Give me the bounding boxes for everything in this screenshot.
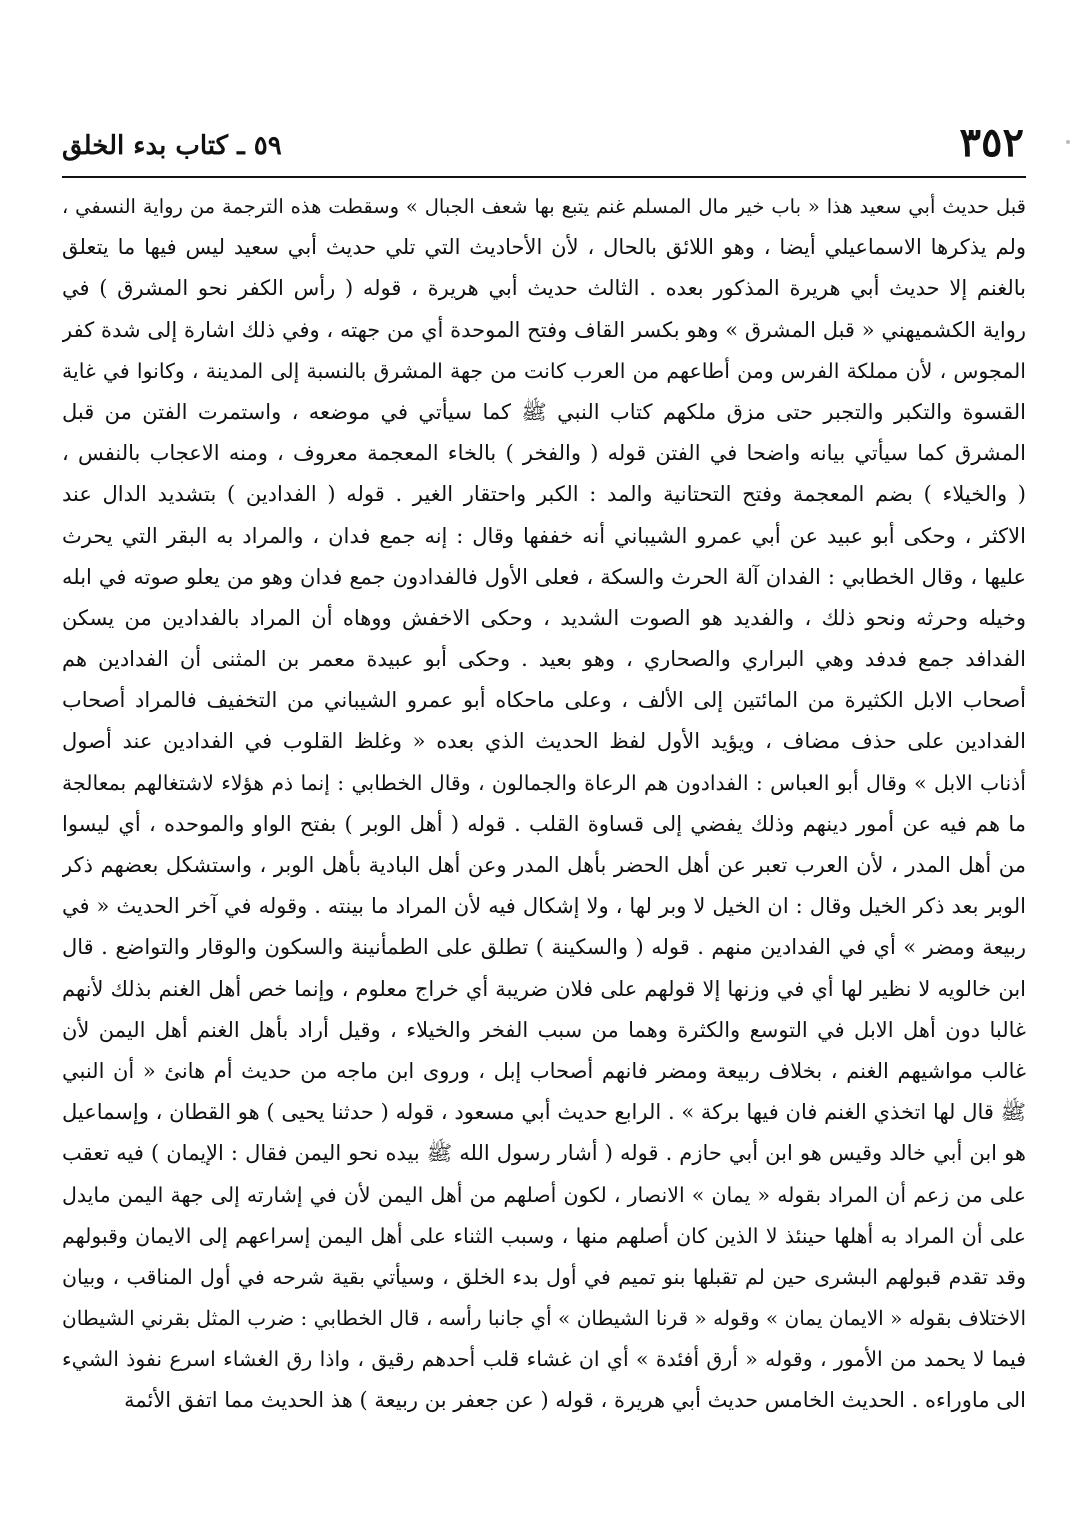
text-line: ﷺ قال لها اتخذي الغنم فان فيها بركة » . الرابع حديث أبي مسعود ، قوله ( حدثنا يحيى ) هو القطان ، وإسماعيل [62, 1100, 1026, 1125]
text-line: الى ماوراءه . الحديث الخامس حديث أبي هريرة ، قوله ( عن جعفر بن ربيعة ) هذ الحديث مما اتفق الأئمة [124, 1388, 1026, 1413]
text-line: هو ابن أبي خالد وقيس هو ابن أبي حازم . قوله ( أشار رسول الله ﷺ بيده نحو اليمن فقال : الإيمان ) فيه تعقب [62, 1141, 1026, 1166]
text-line: ما هم فيه عن أمور دينهم وذلك يفضي إلى قساوة القلب . قوله ( أهل الوبر ) بفتح الواو والموحده ، أي ليسوا [62, 811, 1026, 836]
text-line: بالغنم إلا حديث أبي هريرة المذكور بعده . الثالث حديث أبي هريرة ، قوله ( رأس الكفر نحو المشرق ) في [62, 276, 1026, 301]
text-line: الفدادين على حذف مضاف ، ويؤيد الأول لفظ الحديث الذي بعده « وغلظ القلوب في الفدادين عند أصول [62, 729, 1026, 754]
text-line: غالب مواشيهم الغنم ، بخلاف ربيعة ومضر فانهم أصحاب إبل ، وروى ابن ماجه من حديث أم هانئ « أن النبي [62, 1058, 1026, 1083]
commentary-text [62, 186, 1026, 1422]
text-line: الاكثر ، وحكى أبو عبيد عن أبي عمرو الشيباني أنه خففها وقال : إنه جمع فدان ، والمراد به البقر التي يحرث [62, 523, 1026, 548]
running-title: ٥٩ ـ كتاب بدء الخلق [62, 131, 282, 161]
text-line: رواية الكشميهني « قبل المشرق » وهو بكسر القاف وفتح الموحدة أي من جهته ، وفي ذلك اشارة إلى شدة كفر [62, 317, 1026, 342]
text-line: غالبا دون أهل الابل في التوسع والكثرة وهما من سبب الفخر والخيلاء ، وقيل أراد بأهل الغنم أهل اليمن لأن [62, 1017, 1026, 1042]
text-line: وقد تقدم قبولهم البشرى حين لم تقبلها بنو تميم في أول بدء الخلق ، وسيأتي بقية شرحه في أول المناقب ، وبيان [62, 1264, 1026, 1289]
text-line: أصحاب الابل الكثيرة من المائتين إلى الألف ، وعلى ماحكاه أبو عمرو الشيباني من التخفيف فالمراد أصحاب [62, 688, 1026, 713]
text-line: الفدافد جمع فدفد وهي البراري والصحاري ، وهو بعيد . وحكى أبو عبيدة معمر بن المثنى أن الفدادين هم [62, 647, 1026, 672]
text-line: وخيله وحرثه ونحو ذلك ، والفديد هو الصوت الشديد ، وحكى الاخفش ووهاه أن المراد بالفدادين من يسكن [62, 605, 1026, 630]
text-line: الوبر بعد ذكر الخيل وقال : ان الخيل لا وبر لها ، ولا إشكال فيه لأن المراد ما بينته . وقوله في آخر الحديث « في [62, 894, 1026, 919]
page-number: ٣٥٢ [959, 119, 1024, 166]
text-line: قبل حديث أبي سعيد هذا « باب خير مال المسلم غنم يتبع بها شعف الجبال » وسقطت هذه الترجمة من رواية النسفي ، [62, 195, 1026, 218]
header-rule [62, 176, 1026, 178]
text-line: على أن المراد به أهلها حينئذ لا الذين كان أصلهم منها ، وسبب الثناء على أهل اليمن إسراعهم إلى الايمان وقبولهم [62, 1223, 1026, 1248]
text-line: على من زعم أن المراد بقوله « يمان » الانصار ، لكون أصلهم من أهل اليمن لأن في إشارته إلى جهة اليمن مايدل [62, 1182, 1026, 1207]
text-line: المشرق كما سيأتي بيانه واضحا في الفتن قوله ( والفخر ) بالخاء المعجمة معروف ، ومنه الاعجاب بالنفس ، [62, 441, 1026, 466]
text-line: ولم يذكرها الاسماعيلي أيضا ، وهو اللائق بالحال ، لأن الأحاديث التي تلي حديث أبي سعيد ليس فيها ما يتعلق [62, 235, 1026, 260]
text-line: عليها ، وقال الخطابي : الفدان آلة الحرث والسكة ، فعلى الأول فالفدادون جمع فدان وهو من يعلو صوته في ابله [62, 564, 1026, 589]
page-header [62, 118, 1024, 170]
text-line: الاختلاف بقوله « الايمان يمان » وقوله « قرنا الشيطان » أي جانبا رأسه ، قال الخطابي : ضرب المثل بقرني الشيطان [62, 1306, 1026, 1331]
text-line: المجوس ، لأن مملكة الفرس ومن أطاعهم من العرب كانت من جهة المشرق بالنسبة إلى المدينة ، وكانوا في غاية [62, 358, 1026, 383]
scan-speck [1066, 140, 1070, 144]
text-line: من أهل المدر ، لأن العرب تعبر عن أهل الحضر بأهل المدر وعن أهل البادية بأهل الوبر ، واستشكل بعضهم ذكر [62, 853, 1026, 877]
text-line: ابن خالويه لا نظير لها أي في وزنها إلا قولهم على فلان ضريبة أي خراج معلوم ، وإنما خص أهل الغنم بذلك لأنهم [62, 976, 1026, 1001]
text-line: ربيعة ومضر » أي في الفدادين منهم . قوله ( والسكينة ) تطلق على الطمأنينة والسكون والوقار والتواضع . قال [62, 935, 1026, 960]
text-line: ( والخيلاء ) بضم المعجمة وفتح التحتانية والمد : الكبر واحتقار الغير . قوله ( الفدادين ) بتشديد الدال عند [62, 482, 1026, 507]
text-line: فيما لا يحمد من الأمور ، وقوله « أرق أفئدة » أي ان غشاء قلب أحدهم رقيق ، واذا رق الغشاء اسرع نفوذ الشيء [62, 1347, 1026, 1372]
text-line: أذناب الابل » وقال أبو العباس : الفدادون هم الرعاة والجمالون ، وقال الخطابي : إنما ذم هؤلاء لاشتغالهم بمعالجة [62, 770, 1026, 795]
text-line: القسوة والتكبر والتجبر حتى مزق ملكهم كتاب النبي ﷺ كما سيأتي في موضعه ، واستمرت الفتن من قبل [62, 399, 1026, 424]
